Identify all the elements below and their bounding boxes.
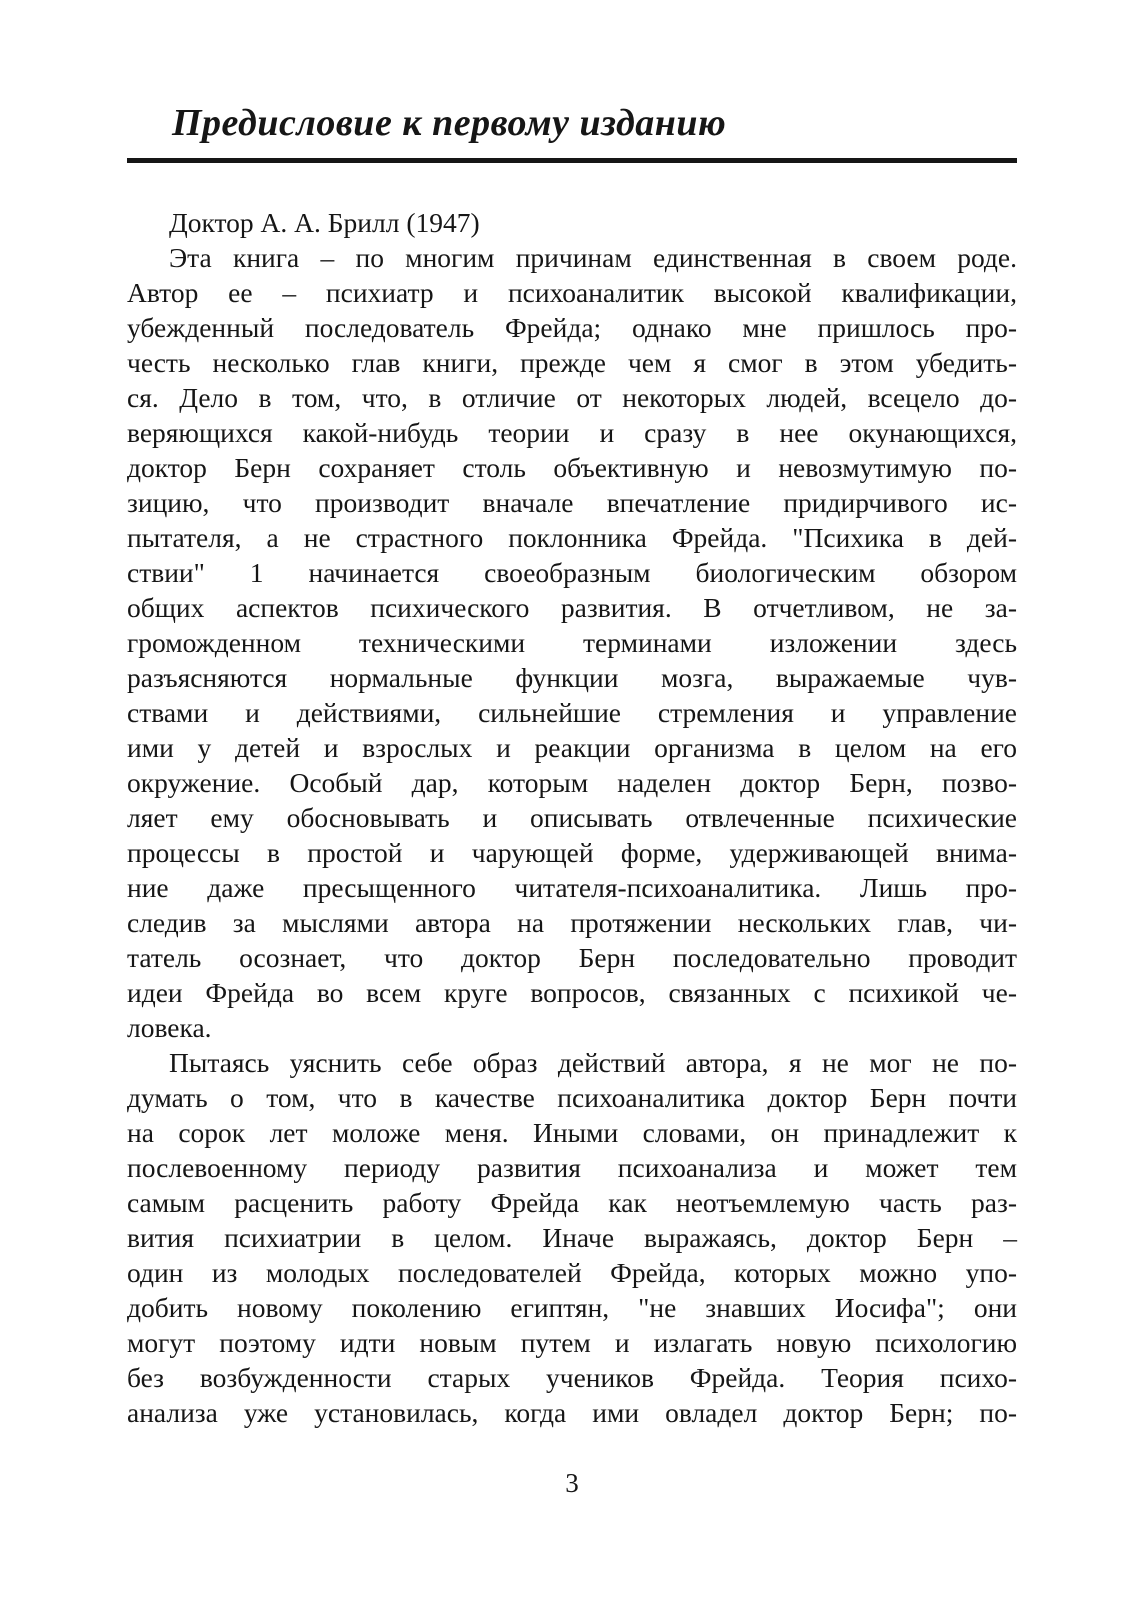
text-line: процессы в простой и чарующей форме, удерживающей внима- bbox=[127, 837, 1017, 868]
text-line: думать о том, что в качестве психоаналитика доктор Берн почти bbox=[127, 1082, 1017, 1113]
text-line: ся. Дело в том, что, в отличие от некоторых людей, всецело до- bbox=[127, 382, 1017, 413]
text-line: послевоенному периоду развития психоанализа и может тем bbox=[127, 1152, 1017, 1183]
text-line: Эта книга – по многим причинам единственная в своем роде. bbox=[169, 242, 1017, 273]
text-line: честь несколько глав книги, прежде чем я смог в этом убедить- bbox=[127, 347, 1017, 378]
text-line: вития психиатрии в целом. Иначе выражаясь, доктор Берн – bbox=[127, 1222, 1017, 1253]
paragraph-2 bbox=[127, 1045, 1017, 1430]
text-line: убежденный последователь Фрейда; однако мне пришлось про- bbox=[127, 312, 1017, 343]
text-line: могут поэтому идти новым путем и излагать новую психологию bbox=[127, 1327, 1017, 1358]
text-line: идеи Фрейда во всем круге вопросов, связанных с психикой че- bbox=[127, 977, 1017, 1008]
text-line: без возбужденности старых учеников Фрейда. Теория психо- bbox=[127, 1362, 1017, 1393]
text-line: Доктор А. А. Брилл (1947) bbox=[169, 207, 480, 238]
text-line: громожденном техническими терминами изложении здесь bbox=[127, 627, 1017, 658]
text-line: самым расценить работу Фрейда как неотъемлемую часть раз- bbox=[127, 1187, 1017, 1218]
text-line: на сорок лет моложе меня. Иными словами, он принадлежит к bbox=[127, 1117, 1017, 1148]
paragraph-1 bbox=[127, 240, 1017, 1045]
text-line: один из молодых последователей Фрейда, которых можно упо- bbox=[127, 1257, 1017, 1288]
text-line: окружение. Особый дар, которым наделен доктор Берн, позво- bbox=[127, 767, 1017, 798]
page-content bbox=[127, 100, 1017, 1430]
text-line: Автор ее – психиатр и психоаналитик высокой квалификации, bbox=[127, 277, 1017, 308]
page-number: 3 bbox=[565, 1468, 579, 1498]
text-line: добить новому поколению египтян, "не знавших Иосифа"; они bbox=[127, 1292, 1017, 1323]
text-line: татель осознает, что доктор Берн последовательно проводит bbox=[127, 942, 1017, 973]
text-line: веряющихся какой-нибудь теории и сразу в нее окунающихся, bbox=[127, 417, 1017, 448]
text-line: ловека. bbox=[127, 1012, 212, 1043]
text-line: ляет ему обосновывать и описывать отвлеченные психические bbox=[127, 802, 1017, 833]
text-line: общих аспектов психического развития. В отчетливом, не за- bbox=[127, 592, 1017, 623]
text-line: ими у детей и взрослых и реакции организма в целом на его bbox=[127, 732, 1017, 763]
text-line: Пытаясь уяснить себе образ действий автора, я не мог не по- bbox=[169, 1047, 1017, 1078]
text-line: ствами и действиями, сильнейшие стремления и управление bbox=[127, 697, 1017, 728]
text-line: доктор Берн сохраняет столь объективную и невозмутимую по- bbox=[127, 452, 1017, 483]
text-line: зицию, что производит вначале впечатление придирчивого ис- bbox=[127, 487, 1017, 518]
chapter-title: Предисловие к первому изданию bbox=[127, 100, 1017, 163]
paragraph-byline bbox=[127, 205, 1017, 240]
text-line: следив за мыслями автора на протяжении нескольких глав, чи- bbox=[127, 907, 1017, 938]
text-line: ние даже пресыщенного читателя-психоаналитика. Лишь про- bbox=[127, 872, 1017, 903]
text-line: анализа уже установилась, когда ими овладел доктор Берн; по- bbox=[127, 1397, 1017, 1428]
text-line: разъясняются нормальные функции мозга, выражаемые чув- bbox=[127, 662, 1017, 693]
text-line: ствии" 1 начинается своеобразным биологическим обзором bbox=[127, 557, 1017, 588]
text-line: пытателя, а не страстного поклонника Фрейда. "Психика в дей- bbox=[127, 522, 1017, 553]
